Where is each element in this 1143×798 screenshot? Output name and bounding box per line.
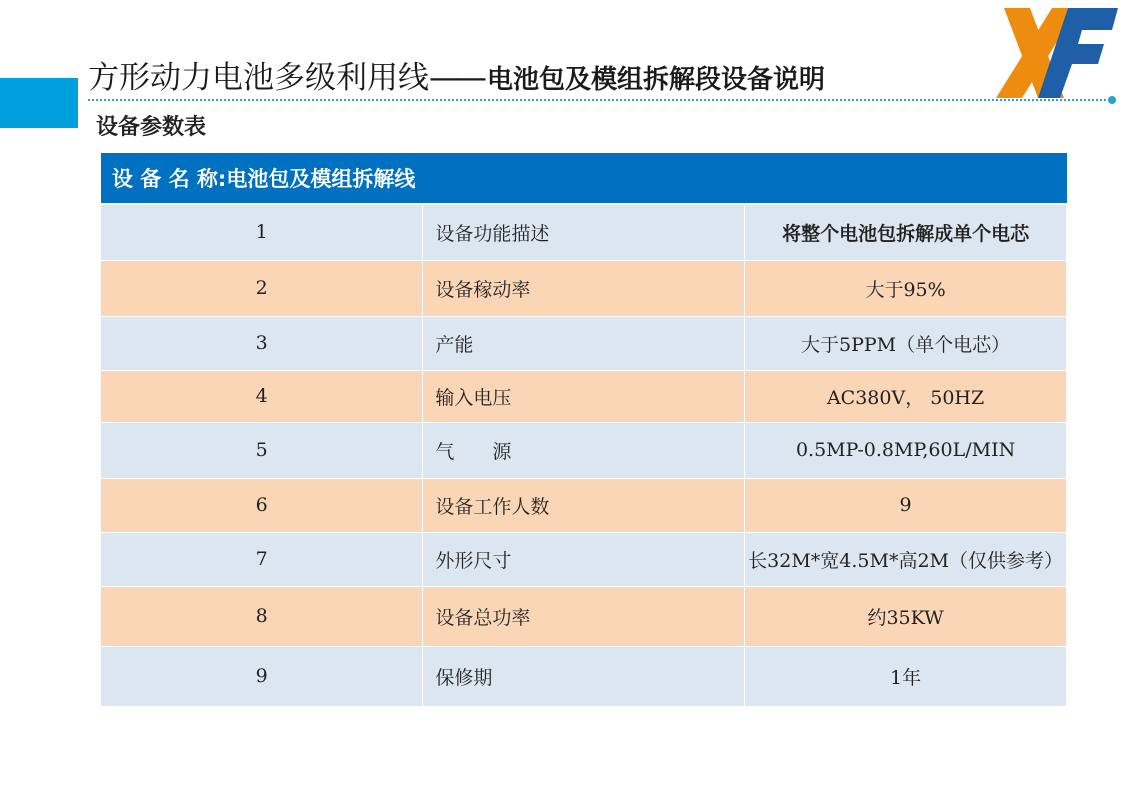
parameter-name: [423, 260, 745, 316]
slide-title: [88, 52, 825, 97]
table-row: [101, 586, 1067, 646]
parameter-value: 0.5MP-0.8MP,60L/MIN: [745, 422, 1067, 478]
title-dash: ——: [429, 60, 483, 96]
row-number: 9: [101, 646, 423, 706]
parameter-value: 大于95%: [745, 260, 1067, 316]
parameter-name-text: 设备稼动率: [435, 278, 531, 301]
table-row: [101, 532, 1067, 586]
title-divider: [88, 99, 1110, 101]
parameter-value: 约35KW: [745, 586, 1067, 646]
parameter-name-text: 设备总功率: [435, 606, 531, 629]
table-header: 设 备 名 称:电池包及模组拆解线: [101, 153, 1067, 204]
table-row: [101, 370, 1067, 422]
row-number: 6: [101, 478, 423, 532]
parameter-value: AC380V， 50HZ: [745, 370, 1067, 422]
parameter-value: 长32M*宽4.5M*高2M（仅供参考）: [745, 532, 1067, 586]
row-number: 4: [101, 370, 423, 422]
title-main: 方形动力电池多级利用线: [88, 60, 429, 96]
parameter-name-text: 外形尺寸: [435, 549, 512, 572]
row-number: 7: [101, 532, 423, 586]
table-row: [101, 316, 1067, 370]
parameter-name: [423, 646, 745, 706]
parameter-name: [423, 204, 745, 260]
parameter-value: 大于5PPM（单个电芯）: [745, 316, 1067, 370]
table-row: [101, 422, 1067, 478]
parameter-name: [423, 478, 745, 532]
parameter-name: [423, 316, 745, 370]
parameter-value: 1年: [745, 646, 1067, 706]
xf-logo-icon: [994, 6, 1118, 100]
parameter-name-text: 设备功能描述: [435, 222, 550, 245]
title-sub: 电池包及模组拆解段设备说明: [487, 65, 826, 95]
accent-bar: [0, 78, 78, 128]
row-number: 8: [101, 586, 423, 646]
table-row: [101, 204, 1067, 260]
parameter-name-text: 气 源: [435, 440, 512, 463]
parameter-value: 9: [745, 478, 1067, 532]
table-row: [101, 646, 1067, 706]
table-row: [101, 478, 1067, 532]
parameter-name: [423, 422, 745, 478]
parameter-table: [101, 153, 1067, 707]
parameter-name-text: 设备工作人数: [435, 495, 550, 518]
parameter-name: [423, 370, 745, 422]
table-row: [101, 260, 1067, 316]
parameter-name: [423, 532, 745, 586]
row-number: 1: [101, 204, 423, 260]
row-number: 3: [101, 316, 423, 370]
parameter-name-text: 保修期: [435, 666, 493, 689]
row-number: 5: [101, 422, 423, 478]
row-number: 2: [101, 260, 423, 316]
parameter-value: 将整个电池包拆解成单个电芯: [745, 204, 1067, 260]
parameter-name-text: 产能: [435, 333, 474, 356]
section-label: 设备参数表: [96, 115, 207, 140]
parameter-name: [423, 586, 745, 646]
parameter-name-text: 输入电压: [435, 386, 512, 409]
